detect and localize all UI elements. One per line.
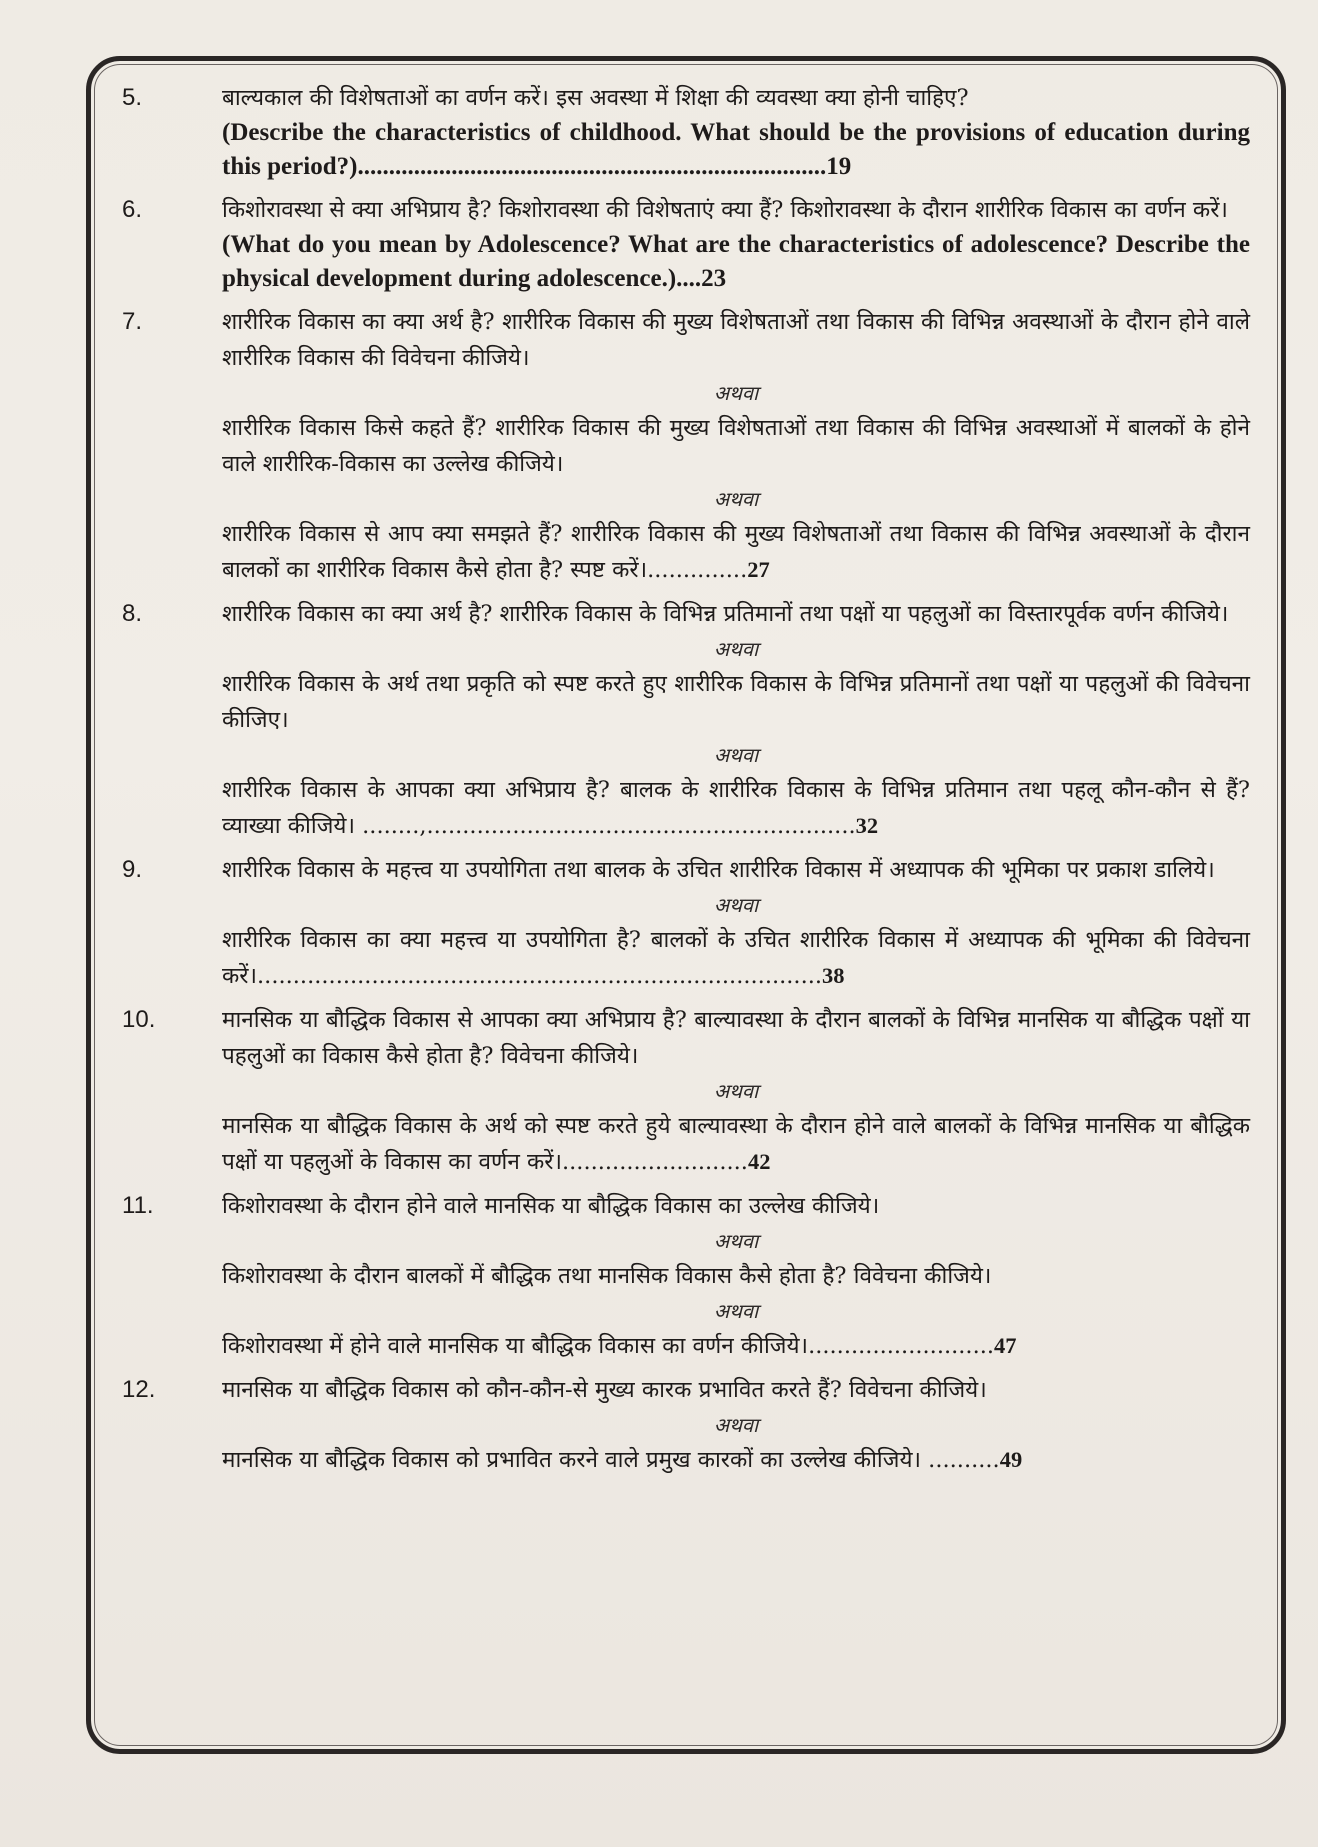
- question-text: मानसिक या बौद्धिक विकास से आपका क्या अभिप्राय है? बाल्यावस्था के दौरान बालकों के विभिन्न मानसिक या बौद्धिक पक्षों या पहलुओं का विकास कैसे होता है? विवेचना कीजिये।: [222, 1007, 1250, 1069]
- contents-list: [122, 80, 1250, 1486]
- question-text: किशोरावस्था के दौरान होने वाले मानसिक या बौद्धिक विकास का उल्लेख कीजिये।: [222, 1193, 880, 1219]
- leader-dots: ........,............................................................: [354, 813, 856, 839]
- question-number: 5.: [122, 84, 143, 111]
- question-number: 9.: [122, 856, 143, 883]
- question-text-alt: मानसिक या बौद्धिक विकास के अर्थ को स्पष्ट करते हुये बाल्यावस्था के दौरान होने वाले बालकों के विभिन्न मानसिक या बौद्धिक पक्षों या पहलुओं के विकास का वर्णन करें।..........................42: [222, 1113, 1250, 1175]
- question-number: 6.: [122, 196, 143, 223]
- alternative-label: अथवा: [713, 1229, 759, 1253]
- leader-dots: ..........................: [808, 1333, 995, 1359]
- question-8: [122, 596, 1250, 844]
- question-text-hindi: किशोरावस्था से क्या अभिप्राय है? किशोरावस्था की विशेषताएं क्या हैं? किशोरावस्था के दौरान शारीरिक विकास का वर्णन करें।: [222, 197, 1228, 223]
- question-10: [122, 1002, 1250, 1180]
- question-text-hindi: बाल्यकाल की विशेषताओं का वर्णन करें। इस अवस्था में शिक्षा की व्यवस्था क्या होनी चाहिए?: [222, 85, 969, 111]
- leader-dots: ...............................................................................: [257, 963, 823, 989]
- question-text-alt: शारीरिक विकास के अर्थ तथा प्रकृति को स्पष्ट करते हुए शारीरिक विकास के विभिन्न प्रतिमानों तथा पक्षों या पहलुओं की विवेचना कीजिए।: [222, 671, 1250, 733]
- page-number: 38: [822, 963, 845, 988]
- question-text: शारीरिक विकास के महत्त्व या उपयोगिता तथा बालक के उचित शारीरिक विकास में अध्यापक की भूमिका पर प्रकाश डालिये।: [222, 857, 1215, 883]
- question-number: 10.: [122, 1006, 156, 1033]
- question-text-english: (What do you mean by Adolescence? What are the characteristics of adolescence? Describe the physical development during adolescence.)....23: [222, 231, 1250, 292]
- question-text-alt: किशोरावस्था में होने वाले मानसिक या बौद्धिक विकास का वर्णन कीजिये।..........................47: [222, 1333, 1017, 1359]
- question-text: शारीरिक विकास का क्या अर्थ है? शारीरिक विकास के विभिन्न प्रतिमानों तथा पक्षों या पहलुओं का विस्तारपूर्वक वर्णन कीजिये।: [222, 601, 1229, 627]
- question-6: [122, 192, 1250, 296]
- question-number: 12.: [122, 1376, 156, 1403]
- page-number: 27: [747, 557, 770, 582]
- leader-dots: ..........................: [561, 1149, 748, 1175]
- question-text-alt: शारीरिक विकास के आपका क्या अभिप्राय है? बालक के शारीरिक विकास के विभिन्न प्रतिमान तथा पहलू कौन-कौन से हैं? व्याख्या कीजिये। ........,............................................................32: [222, 777, 1250, 839]
- alternative-label: अथवा: [713, 381, 759, 405]
- page-number: 32: [855, 813, 879, 838]
- alternative-label: अथवा: [713, 637, 759, 661]
- question-9: [122, 852, 1250, 994]
- question-text-alt: शारीरिक विकास का क्या महत्त्व या उपयोगिता है? बालकों के उचित शारीरिक विकास में अध्यापक की भूमिका की विवेचना करें।...............................................................................38: [222, 927, 1250, 989]
- alternative-label: अथवा: [713, 487, 759, 511]
- question-text-english: (Describe the characteristics of childhood. What should be the provisions of education during this period?)...........................................................................19: [222, 119, 1250, 180]
- question-text-alt: शारीरिक विकास से आप क्या समझते हैं? शारीरिक विकास की मुख्य विशेषताओं तथा विकास की विभिन्न अवस्थाओं के दौरान बालकों का शारीरिक विकास कैसे होता है? स्पष्ट करें।..............27: [222, 521, 1250, 583]
- alternative-label: अथवा: [713, 743, 759, 767]
- question-11: [122, 1188, 1250, 1364]
- question-text-alt: किशोरावस्था के दौरान बालकों में बौद्धिक तथा मानसिक विकास कैसे होता है? विवेचना कीजिये।: [222, 1263, 992, 1289]
- leader-dots: ..............: [647, 557, 748, 583]
- question-text: मानसिक या बौद्धिक विकास को कौन-कौन-से मुख्य कारक प्रभावित करते हैं? विवेचना कीजिये।: [222, 1377, 987, 1403]
- question-text-alt: शारीरिक विकास किसे कहते हैं? शारीरिक विकास की मुख्य विशेषताओं तथा विकास की विभिन्न अवस्थाओं में बालकों के होने वाले शारीरिक-विकास का उल्लेख कीजिये।: [222, 415, 1250, 477]
- alternative-label: अथवा: [713, 1299, 759, 1323]
- alternative-label: अथवा: [713, 1079, 759, 1103]
- leader-dots: ...........................................................................: [357, 153, 827, 180]
- question-text: शारीरिक विकास का क्या अर्थ है? शारीरिक विकास की मुख्य विशेषताओं तथा विकास की विभिन्न अवस्थाओं के दौरान होने वाले शारीरिक विकास की विवेचना कीजिये।: [222, 309, 1250, 371]
- question-number: 8.: [122, 600, 143, 627]
- alternative-label: अथवा: [713, 1413, 759, 1437]
- page-number: 49: [999, 1447, 1023, 1472]
- leader-dots: ..........: [921, 1447, 1000, 1473]
- question-7: [122, 304, 1250, 588]
- page-number: 42: [747, 1149, 771, 1174]
- page-number: 19: [826, 153, 852, 180]
- question-number: 11.: [122, 1192, 154, 1219]
- alternative-label: अथवा: [713, 893, 759, 917]
- question-12: [122, 1372, 1250, 1478]
- question-text-alt: मानसिक या बौद्धिक विकास को प्रभावित करने वाले प्रमुख कारकों का उल्लेख कीजिये। ..........49: [222, 1447, 1023, 1473]
- page-number: 23: [701, 265, 727, 292]
- question-number: 7.: [122, 308, 143, 335]
- question-5: [122, 80, 1250, 184]
- leader-dots: ....: [676, 265, 702, 292]
- page-number: 47: [994, 1333, 1017, 1358]
